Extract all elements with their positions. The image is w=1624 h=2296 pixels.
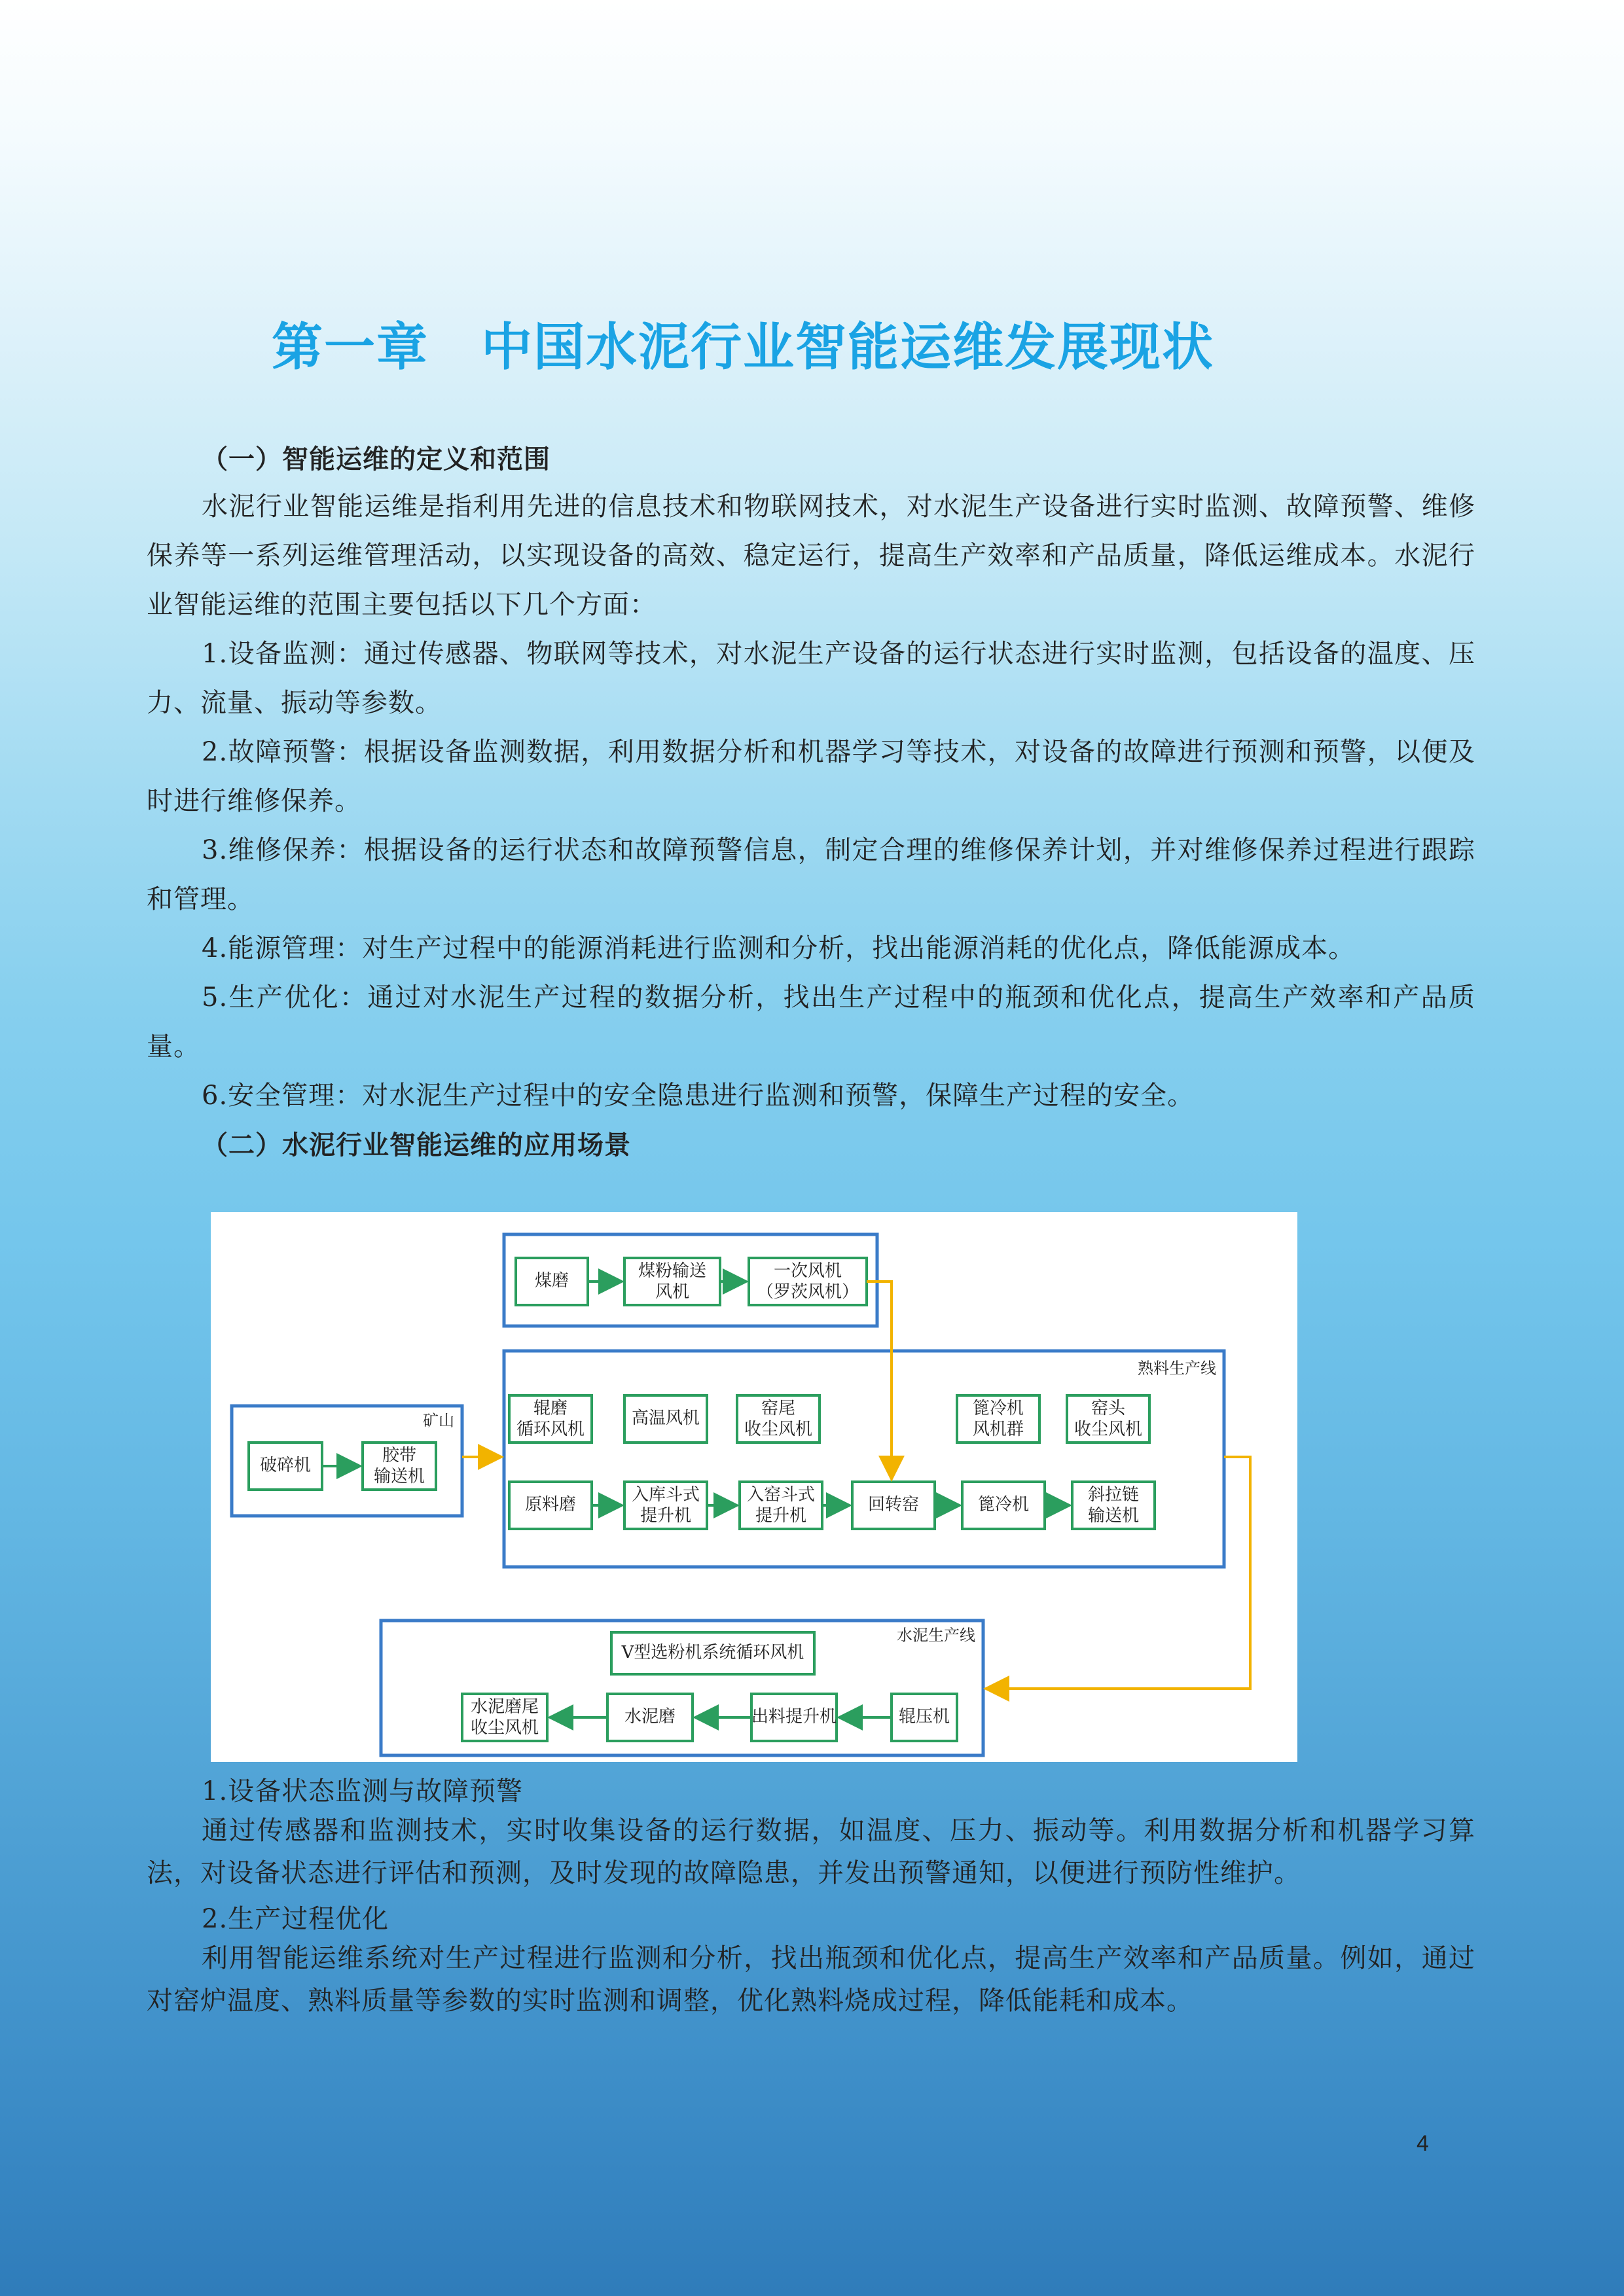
svg-text:风机群: 风机群 xyxy=(972,1420,1024,1439)
mine-label: 矿山 xyxy=(423,1411,454,1430)
node-coal-mill xyxy=(516,1258,588,1305)
node-kiln-tail-dust-fan xyxy=(737,1395,820,1443)
node-crusher xyxy=(249,1443,322,1490)
svg-text:收尘风机: 收尘风机 xyxy=(470,1718,539,1738)
svg-text:窑尾: 窑尾 xyxy=(761,1399,796,1418)
svg-text:入库斗式: 入库斗式 xyxy=(631,1485,700,1505)
node-roller-mill-circulation-fan xyxy=(509,1395,592,1443)
svg-text:斜拉链: 斜拉链 xyxy=(1087,1485,1140,1505)
clinker-line-label: 熟料生产线 xyxy=(1138,1359,1216,1378)
svg-text:水泥磨: 水泥磨 xyxy=(624,1707,676,1727)
svg-text:循环风机: 循环风机 xyxy=(516,1420,585,1439)
svg-text:输送机: 输送机 xyxy=(1087,1506,1140,1526)
node-primary-fan xyxy=(749,1258,867,1305)
node-roller-press xyxy=(892,1694,957,1741)
node-high-temp-fan xyxy=(624,1395,707,1443)
cement-line-label: 水泥生产线 xyxy=(897,1626,975,1645)
subsection-text-monitoring: 通过传感器和监测技术，实时收集设备的运行数据，如温度、压力、振动等。利用数据分析和机器学习算法，对设备状态进行评估和预测，及时发现的故障隐患，并发出预警通知，以便进行预防性维护。 xyxy=(147,1816,1475,1888)
process-flow-diagram xyxy=(211,1212,1297,1762)
svg-text:破碎机: 破碎机 xyxy=(259,1456,312,1475)
node-kiln-head-dust-fan xyxy=(1067,1395,1149,1443)
node-separator-circulation-fan xyxy=(611,1632,814,1674)
subsection-title-monitoring: 1.设备状态监测与故障预警 xyxy=(202,1776,524,1806)
node-discharge-elevator xyxy=(751,1694,837,1741)
node-chain-conveyor xyxy=(1072,1482,1155,1529)
node-grate-cooler xyxy=(962,1482,1045,1529)
svg-text:煤粉输送: 煤粉输送 xyxy=(638,1261,707,1281)
svg-text:收尘风机: 收尘风机 xyxy=(1074,1420,1143,1439)
page-number: 4 xyxy=(1416,2131,1429,2156)
list-item-maintenance: 3.维修保养：根据设备的运行状态和故障预警信息，制定合理的维修保养计划，并对维修保养过程进行跟踪和管理。 xyxy=(147,835,1475,914)
node-cement-mill-tail-dust-fan xyxy=(462,1694,547,1741)
intro-paragraph: 水泥行业智能运维是指利用先进的信息技术和物联网技术，对水泥生产设备进行实时监测、故障预警、维修保养等一系列运维管理活动，以实现设备的高效、稳定运行，提高生产效率和产品质量，降低运维成本。水泥行业智能运维的范围主要包括以下几个方面： xyxy=(147,492,1475,620)
svg-text:辊压机: 辊压机 xyxy=(898,1707,950,1727)
svg-text:胶带: 胶带 xyxy=(382,1446,417,1465)
svg-text:输送机: 输送机 xyxy=(373,1467,425,1486)
section-heading-definition: （一）智能运维的定义和范围 xyxy=(202,444,550,475)
subsection-title-optimization: 2.生产过程优化 xyxy=(202,1904,389,1934)
node-silo-bucket-elevator xyxy=(624,1482,707,1529)
list-item-fault-warning: 2.故障预警：根据设备监测数据，利用数据分析和机器学习等技术，对设备的故障进行预测和预警，以便及时进行维修保养。 xyxy=(147,737,1475,816)
svg-text:收尘风机: 收尘风机 xyxy=(744,1420,813,1439)
list-item-equipment-monitoring: 1.设备监测：通过传感器、物联网等技术，对水泥生产设备的运行状态进行实时监测，包括设备的温度、压力、流量、振动等参数。 xyxy=(147,639,1475,718)
node-raw-mill xyxy=(509,1482,592,1529)
svg-text:高温风机: 高温风机 xyxy=(631,1408,700,1428)
node-grate-cooler-fans xyxy=(957,1395,1039,1443)
chapter-title: 第一章 中国水泥行业智能运维发展现状 xyxy=(272,318,1215,377)
svg-text:V型选粉机系统循环风机: V型选粉机系统循环风机 xyxy=(621,1643,804,1662)
svg-text:风机: 风机 xyxy=(655,1282,690,1302)
node-kiln-bucket-elevator xyxy=(740,1482,822,1529)
section-heading-scenarios: （二）水泥行业智能运维的应用场景 xyxy=(202,1130,631,1160)
svg-text:入窑斗式: 入窑斗式 xyxy=(746,1485,816,1505)
subsection-text-optimization: 利用智能运维系统对生产过程进行监测和分析，找出瓶颈和优化点，提高生产效率和产品质量。例如，通过对窑炉温度、熟料质量等参数的实时监测和调整，优化熟料烧成过程，降低能耗和成本。 xyxy=(147,1943,1475,2016)
svg-text:篦冷机: 篦冷机 xyxy=(977,1495,1030,1515)
svg-text:篦冷机: 篦冷机 xyxy=(972,1399,1024,1418)
node-rotary-kiln xyxy=(852,1482,935,1529)
clinker-line-box xyxy=(504,1351,1224,1567)
svg-text:水泥磨尾: 水泥磨尾 xyxy=(470,1697,539,1717)
svg-text:（罗茨风机）: （罗茨风机） xyxy=(756,1282,859,1302)
list-item-safety-management: 6.安全管理：对水泥生产过程中的安全隐患进行监测和预警，保障生产过程的安全。 xyxy=(202,1081,1195,1111)
node-belt-conveyor xyxy=(363,1443,436,1490)
node-cement-mill xyxy=(607,1694,693,1741)
svg-text:出料提升机: 出料提升机 xyxy=(751,1707,837,1727)
svg-text:原料磨: 原料磨 xyxy=(524,1495,577,1515)
svg-text:一次风机: 一次风机 xyxy=(773,1261,842,1281)
node-coal-conveying-fan xyxy=(624,1258,720,1305)
svg-text:提升机: 提升机 xyxy=(755,1506,807,1526)
list-item-energy-management: 4.能源管理：对生产过程中的能源消耗进行监测和分析，找出能源消耗的优化点，降低能源成本。 xyxy=(202,933,1356,963)
svg-text:提升机: 提升机 xyxy=(640,1506,692,1526)
svg-text:窑头: 窑头 xyxy=(1091,1399,1126,1418)
svg-text:回转窑: 回转窑 xyxy=(867,1495,920,1515)
svg-text:辊磨: 辊磨 xyxy=(533,1399,568,1418)
list-item-production-optimization: 5.生产优化：通过对水泥生产过程的数据分析，找出生产过程中的瓶颈和优化点，提高生产效率和产品质量。 xyxy=(147,982,1475,1062)
svg-text:煤磨: 煤磨 xyxy=(534,1271,569,1291)
